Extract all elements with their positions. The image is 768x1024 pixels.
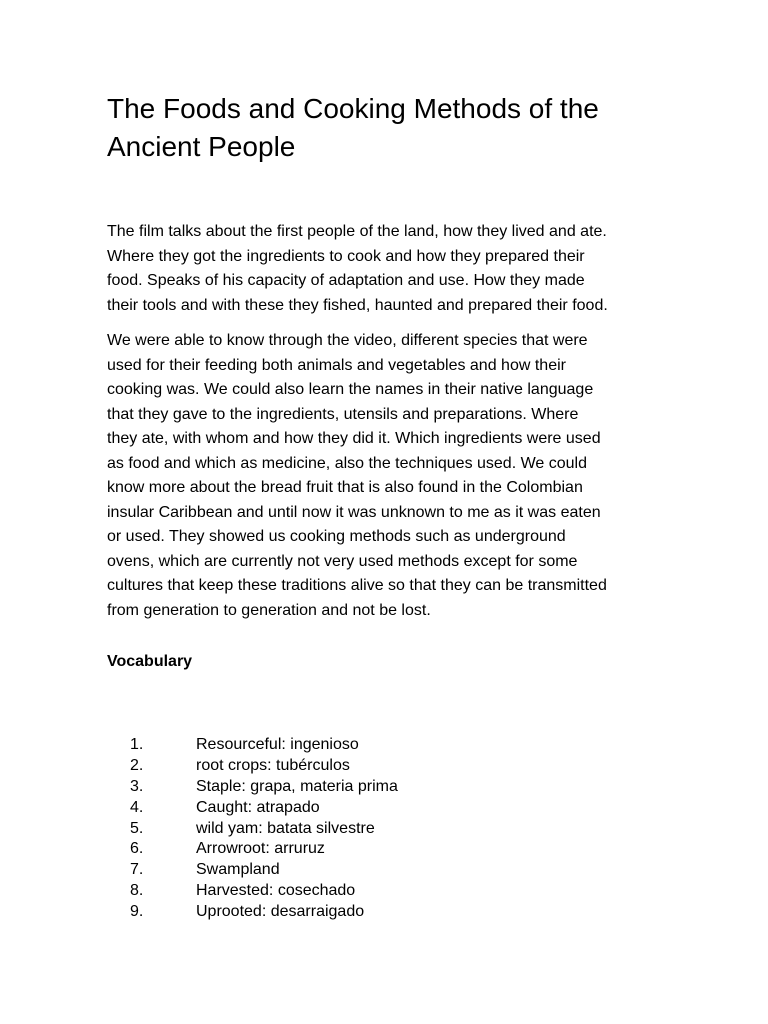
list-item-number: 4. xyxy=(130,798,144,816)
paragraph-line: know more about the bread fruit that is also found in the Colombian xyxy=(107,479,583,496)
list-item-number: 8. xyxy=(130,882,144,900)
list-item-number: 2. xyxy=(130,756,144,774)
list-item-number: 5. xyxy=(130,819,144,837)
paragraph-line: cultures that keep these traditions alive so that they can be transmitted xyxy=(107,577,607,594)
list-item xyxy=(0,881,768,902)
list-item xyxy=(0,860,768,881)
paragraph-summary xyxy=(107,220,660,318)
list-item-number: 3. xyxy=(130,777,144,795)
list-item-text: root crops: tubérculos xyxy=(196,756,350,774)
paragraph-line: We were able to know through the video, different species that were xyxy=(107,332,588,349)
vocabulary-list xyxy=(0,735,768,923)
list-item xyxy=(0,777,768,798)
list-item-text: Staple: grapa, materia prima xyxy=(196,777,398,795)
list-item-text: Resourceful: ingenioso xyxy=(196,736,359,753)
paragraph-line: that they gave to the ingredients, utensils and preparations. Where xyxy=(107,405,579,423)
paragraph-line: from generation to generation and not be lost. xyxy=(107,601,431,619)
list-item-number: 1. xyxy=(130,736,144,753)
list-item-text: Caught: atrapado xyxy=(196,798,320,816)
paragraph-line: they ate, with whom and how they did it. Which ingredients were used xyxy=(107,430,601,447)
vocabulary-heading: Vocabulary xyxy=(107,653,193,670)
paragraph-line: used for their feeding both animals and vegetables and how their xyxy=(107,356,566,374)
list-item xyxy=(0,735,768,756)
paragraph-details xyxy=(107,329,660,623)
paragraph-line: as food and which as medicine, also the techniques used. We could xyxy=(107,454,587,472)
paragraph-line: cooking was. We could also learn the names in their native language xyxy=(107,381,594,398)
paragraph-line: Where they got the ingredients to cook and how they prepared their xyxy=(107,247,585,265)
list-item xyxy=(0,902,768,923)
list-item-text: Arrowroot: arruruz xyxy=(196,840,325,858)
paragraph-line: The film talks about the first people of the land, how they lived and ate. xyxy=(107,223,607,240)
list-item-text: wild yam: batata silvestre xyxy=(196,819,375,837)
list-item xyxy=(0,839,768,860)
list-item-text: Uprooted: desarraigado xyxy=(196,903,365,921)
paragraph-line: their tools and with these they fished, haunted and prepared their food. xyxy=(107,296,608,314)
list-item xyxy=(0,798,768,819)
list-item-number: 7. xyxy=(130,861,144,879)
paragraph-line: food. Speaks of his capacity of adaptation and use. How they made xyxy=(107,272,585,289)
list-item xyxy=(0,819,768,840)
list-item-text: Harvested: cosechado xyxy=(196,882,356,900)
list-item-number: 9. xyxy=(130,903,144,921)
title-line: Ancient People xyxy=(107,131,296,162)
title-line: The Foods and Cooking Methods of the xyxy=(107,93,599,124)
list-item-number: 6. xyxy=(130,840,144,858)
paragraph-line: or used. They showed us cooking methods such as underground xyxy=(107,528,566,545)
paragraph-line: ovens, which are currently not very used methods except for some xyxy=(107,552,578,570)
document-title xyxy=(107,90,667,166)
paragraph-line: insular Caribbean and until now it was unknown to me as it was eaten xyxy=(107,503,601,521)
list-item-text: Swampland xyxy=(196,861,280,879)
list-item xyxy=(0,756,768,777)
